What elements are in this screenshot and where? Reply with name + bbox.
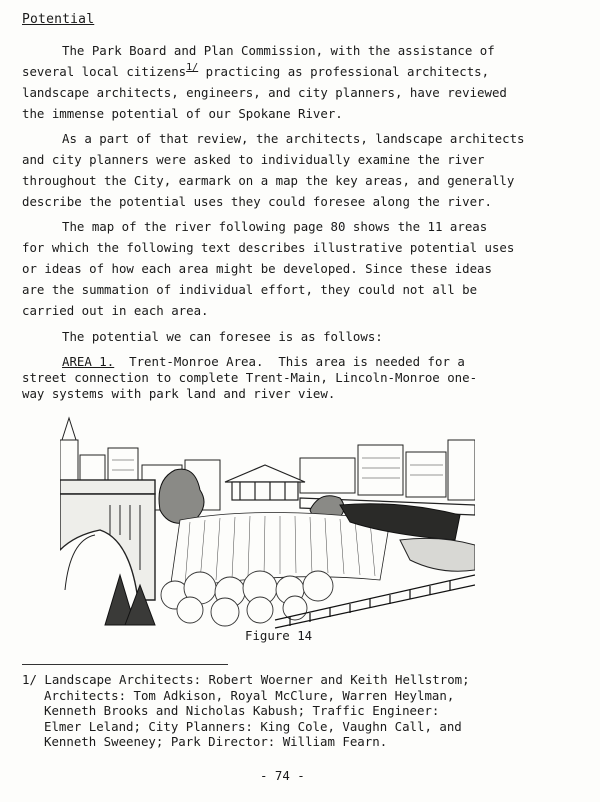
footnote-line: Architects: Tom Adkison, Royal McClure, Warren Heylman, — [44, 687, 455, 703]
page-number: - 74 - — [260, 768, 305, 783]
paragraph-line: throughout the City, earmark on a map the key areas, and generally — [22, 173, 515, 188]
area-label: AREA 1. — [62, 354, 115, 369]
footnote — [22, 672, 582, 750]
section-heading: Potential — [22, 12, 95, 27]
footnote-line: Kenneth Sweeney; Park Director: William Fearn. — [44, 734, 388, 749]
text-span: practicing as professional architects, — [198, 64, 490, 79]
foresee-paragraph — [22, 326, 582, 347]
footnote-marker: 1/ — [22, 672, 37, 687]
footnote-line — [22, 672, 582, 688]
paragraph-line: carried out in each area. — [22, 303, 209, 318]
paragraph-line: the immense potential of our Spokane River. — [22, 106, 343, 121]
footnote-line: Elmer Leland; City Planners: King Cole, Vaughn Call, and — [44, 718, 462, 734]
intro-paragraph — [22, 40, 582, 124]
map-paragraph — [22, 216, 582, 321]
figure-caption: Figure 14 — [245, 628, 313, 643]
paragraph-line: The potential we can foresee is as follows: — [62, 329, 383, 344]
paragraph-line — [22, 61, 582, 82]
paragraph-line: and city planners were asked to individually examine the river — [22, 152, 485, 167]
paragraph-line — [22, 354, 582, 370]
review-paragraph — [22, 128, 582, 212]
area-1-description — [22, 354, 582, 402]
footnote-line: Kenneth Brooks and Nicholas Kabush; Traffic Engineer: — [44, 703, 440, 718]
paragraph-line: landscape architects, engineers, and city planners, have reviewed — [22, 85, 507, 100]
footnote-reference: 1/ — [186, 61, 199, 73]
text-span: Landscape Architects: Robert Woerner and Keith Hellstrom; — [36, 672, 470, 687]
text-span: The Park Board and Plan Commission, with the assistance of — [62, 43, 495, 58]
paragraph-line: As a part of that review, the architects, landscape architects — [62, 131, 525, 146]
paragraph-line: or ideas of how each area might be developed. Since these ideas — [22, 261, 492, 276]
text-span: several local citizens — [22, 64, 187, 79]
paragraph-line: describe the potential uses they could foresee along the river. — [22, 194, 492, 209]
paragraph-line: The map of the river following page 80 shows the 11 areas — [62, 219, 488, 234]
paragraph-line — [22, 40, 582, 61]
paragraph-line: are the summation of individual effort, they could not all be — [22, 282, 478, 297]
river-falls-illustration — [60, 410, 475, 630]
text-span: Trent-Monroe Area. This area is needed for a — [114, 354, 465, 369]
paragraph-line: street connection to complete Trent-Main, Lincoln-Monroe one- — [22, 370, 478, 385]
paragraph-line: way systems with park land and river view. — [22, 386, 336, 401]
paragraph-line: for which the following text describes illustrative potential uses — [22, 240, 515, 255]
footnote-divider — [22, 664, 228, 665]
